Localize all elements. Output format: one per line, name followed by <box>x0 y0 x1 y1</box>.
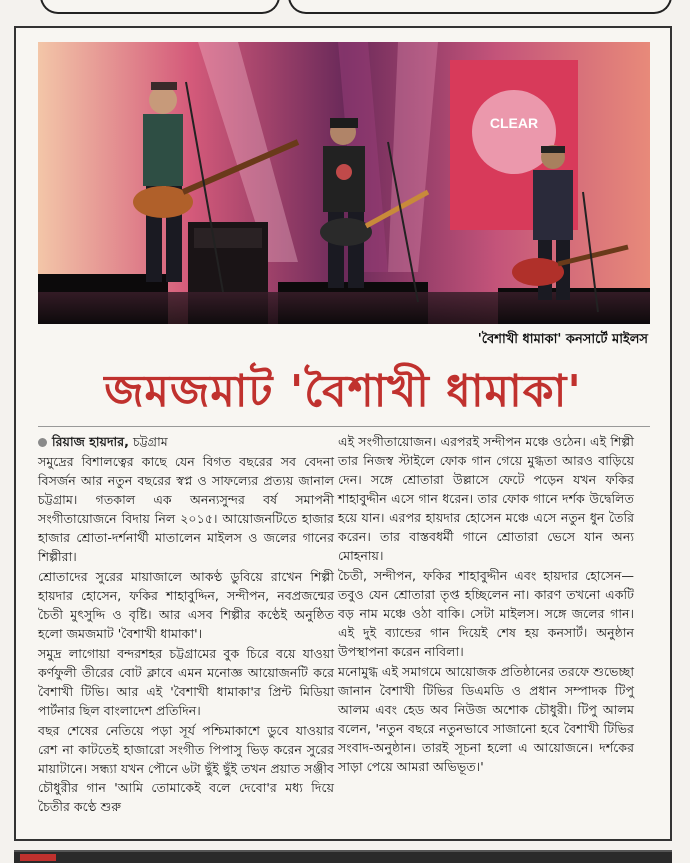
article-paragraph: চৈতী, সন্দীপন, ফকির শাহাবুদ্দীন এবং হায়দার হোসেন— তবুও যেন শ্রোতারা তৃপ্ত হচ্ছিলেন না। কারণ তখনো একটি বড় নাম মঞ্চে ওঠা বাকি। সেটা মাইলস। সঙ্গে জলের গান। এই দুই ব্যান্ডের গান দিয়েই শেষ হয় কনসার্ট। অনুষ্ঠান উপস্থাপনা করেন নাবিলা। <box>338 568 634 659</box>
article-column-left <box>38 432 334 817</box>
concert-photo-illustration <box>38 42 650 324</box>
article-paragraph: সমুদ্রের বিশালত্বের কাছে যেন বিগত বছরের সব বেদনা বিসর্জন আর নতুন বছরের স্বপ্ন ও সাফল্যের প্রত্যয় জানাল চট্টগ্রাম। গতকাল এক অনন্যসুন্দর বর্ষ সমাপনী সংগীতায়োজনে বিদায় নিল ২০১৫। আয়োজনটিতে হাজার হাজার শ্রোতা-দর্শনার্থী মাতালেন মাইলস ও জলের গানের শিল্পীরা। <box>38 454 334 564</box>
byline-bullet-icon <box>38 438 47 447</box>
page-top-tabs <box>0 0 690 18</box>
article-paragraph: সমুদ্র লাগোয়া বন্দরশহর চট্টগ্রামের বুক চিরে বয়ে যাওয়া কর্ণফুলী তীরের বোট ক্লাবে এমন মনোজ্ঞ আয়োজনটি করে বৈশাখী টিভি। আর এই 'বৈশাখী ধামাকা'র প্রিন্ট মিডিয়া পার্টনার ছিল বাংলাদেশ প্রতিদিন। <box>38 646 334 718</box>
concert-photo <box>38 42 650 324</box>
previous-clip-edge-left <box>40 0 280 14</box>
previous-clip-edge-right <box>288 0 672 14</box>
article-paragraph: মনোমুগ্ধ এই সমাগমে আয়োজক প্রতিষ্ঠানের তরফে শুভেচ্ছা জানান বৈশাখী টিভির ডিএমডি ও প্রধান সম্পাদক টিপু আলম এবং হেড অব নিউজ অশোক চৌধুরী। টিপু আলম বলেন, 'নতুন বছরে নতুনভাবে সাজানো হবে বৈশাখী টিভির সংবাদ-অনুষ্ঠান। তারই সূচনা হলো এ আয়োজনে। দর্শকের সাড়া পেয়ে আমরা অভিভূত।' <box>338 664 634 774</box>
article-headline: জমজমাট 'বৈশাখী ধামাকা' <box>104 366 582 417</box>
article-paragraph: শ্রোতাদের সুরের মায়াজালে আকণ্ঠ ডুবিয়ে রাখেন শিল্পী হায়দার হোসেন, ফকির শাহাবুদ্দিন, সন্দীপন, নবপ্রজন্মের চৈতী মুৎসুদ্দি ও বৃষ্টি। আর এসব শিল্পীর কণ্ঠেই অনুষ্ঠিত হলো জমজমাট 'বৈশাখী ধামাকা'। <box>38 569 334 641</box>
article-paragraph: বছর শেষের নেতিয়ে পড়া সূর্য পশ্চিমাকাশে ডুবে যাওয়ার রেশ না কাটতেই হাজারো সংগীত পিপাসু ভিড় করেন সুরের মায়াটানে। সন্ধ্যা যখন পৌনে ৬টা ছুঁই ছুঁই তখন প্রয়াত সঞ্জীব চৌধুরীর গান 'আমি তোমাকেই বলে দেবো'র মধ্য দিয়ে চৈতীর কণ্ঠে শুরু <box>38 723 334 814</box>
next-clip-accent <box>20 854 56 861</box>
byline-place: চট্টগ্রাম <box>132 434 168 449</box>
article-paragraph: এই সংগীতায়োজন। এরপরই সন্দীপন মঞ্চে ওঠেন। এই শিল্পী তার নিজস্ব স্টাইলে ফোক গান গেয়ে মুগ্ধতা আরও বাড়িয়ে দেন। সঙ্গে শ্রোতারা উল্লাসে ফেটে পড়েন যখন ফকির শাহাবুদ্দীন এসে গান ধরেন। তার ফোক গানে দর্শক উদ্বেলিত হয়ে যান। এরপর হায়দার হোসেন মঞ্চে এসে নতুন ধুন তৈরি করেন। তার বাস্তবধর্মী গানে শ্রোতারা ভেসে যান অন্য মোহনায়। <box>338 434 634 563</box>
photo-caption: 'বৈশাখী ধামাকা' কনসার্টে মাইলস <box>477 332 648 347</box>
byline-name: রিয়াজ হায়দার, <box>52 434 129 449</box>
byline <box>38 432 334 451</box>
headline-divider <box>38 426 650 427</box>
next-clip-edge <box>14 850 672 863</box>
stage-banner-text: CLEAR <box>489 115 539 131</box>
news-clipping <box>14 26 672 841</box>
article-column-right <box>338 432 634 777</box>
